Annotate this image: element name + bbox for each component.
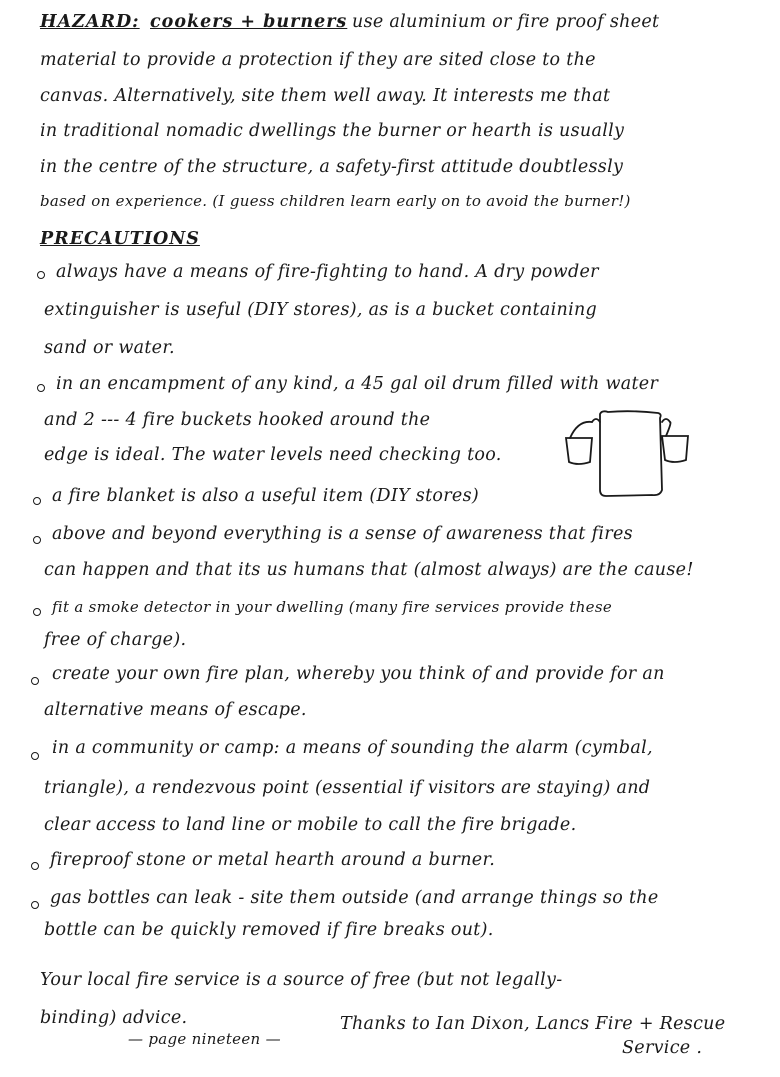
intro-line-1: use aluminium or fire proof sheet: [352, 12, 660, 32]
bullet-9-line-1: gas bottles can leak - site them outside (and arrange things so the: [50, 888, 659, 908]
closing-line-2: binding) advice.: [40, 1008, 188, 1028]
thanks-line-1: Thanks to Ian Dixon, Lancs Fire + Rescue: [340, 1014, 726, 1034]
bullet-marker: [37, 271, 45, 279]
bullet-3-line-1: a fire blanket is also a useful item (DIY stores): [52, 486, 479, 506]
bullet-2-line-1: in an encampment of any kind, a 45 gal oil drum filled with water: [56, 374, 659, 394]
bullet-7-line-2: triangle), a rendezvous point (essential if visitors are staying) and: [44, 778, 651, 798]
intro-line-3: canvas. Alternatively, site them well away. It interests me that: [40, 86, 611, 106]
bullet-2-line-3: edge is ideal. The water levels need checking too.: [44, 445, 502, 465]
bullet-7-line-3: clear access to land line or mobile to call the fire brigade.: [44, 815, 577, 835]
bullet-8-line-1: fireproof stone or metal hearth around a burner.: [50, 850, 496, 870]
bullet-marker: [33, 608, 41, 616]
bullet-marker: [31, 862, 39, 870]
precautions-heading: PRECAUTIONS: [40, 229, 200, 249]
bullet-5-line-1: fit a smoke detector in your dwelling (many fire services provide these: [52, 598, 613, 616]
bullet-6-line-2: alternative means of escape.: [44, 700, 307, 720]
bullet-1-line-1: always have a means of fire-fighting to hand. A dry powder: [56, 262, 599, 282]
bullet-marker: [31, 677, 39, 685]
bullet-9-line-2: bottle can be quickly removed if fire breaks out).: [44, 920, 494, 940]
oil-drum-with-buckets-icon: [562, 400, 692, 500]
bullet-marker: [33, 536, 41, 544]
intro-line-6: based on experience. (I guess children learn early on to avoid the burner!): [40, 192, 631, 210]
bullet-6-line-1: create your own fire plan, whereby you think of and provide for an: [52, 664, 665, 684]
bullet-7-line-1: in a community or camp: a means of sounding the alarm (cymbal,: [52, 738, 653, 758]
bullet-4-line-1: above and beyond everything is a sense of awareness that fires: [52, 524, 633, 544]
thanks-line-2: Service .: [622, 1038, 703, 1058]
bullet-marker: [31, 901, 39, 909]
intro-line-4: in traditional nomadic dwellings the burner or hearth is usually: [40, 121, 625, 141]
bullet-marker: [31, 752, 39, 760]
hazard-topic: cookers + burners: [150, 12, 348, 32]
bullet-2-line-2: and 2 --- 4 fire buckets hooked around the: [44, 410, 431, 430]
intro-line-5: in the centre of the structure, a safety-first attitude doubtlessly: [40, 157, 624, 177]
bullet-marker: [37, 384, 45, 392]
hazard-heading: HAZARD:: [40, 12, 140, 32]
bullet-5-line-2: free of charge).: [44, 630, 187, 650]
bullet-1-line-2: extinguisher is useful (DIY stores), as is a bucket containing: [44, 300, 598, 320]
page-number-label: — page nineteen —: [128, 1030, 281, 1048]
closing-line-1: Your local fire service is a source of free (but not legally-: [40, 970, 563, 990]
bullet-1-line-3: sand or water.: [44, 338, 175, 358]
bullet-4-line-2: can happen and that its us humans that (almost always) are the cause!: [44, 560, 694, 580]
bullet-marker: [33, 497, 41, 505]
intro-line-2: material to provide a protection if they are sited close to the: [40, 50, 596, 70]
